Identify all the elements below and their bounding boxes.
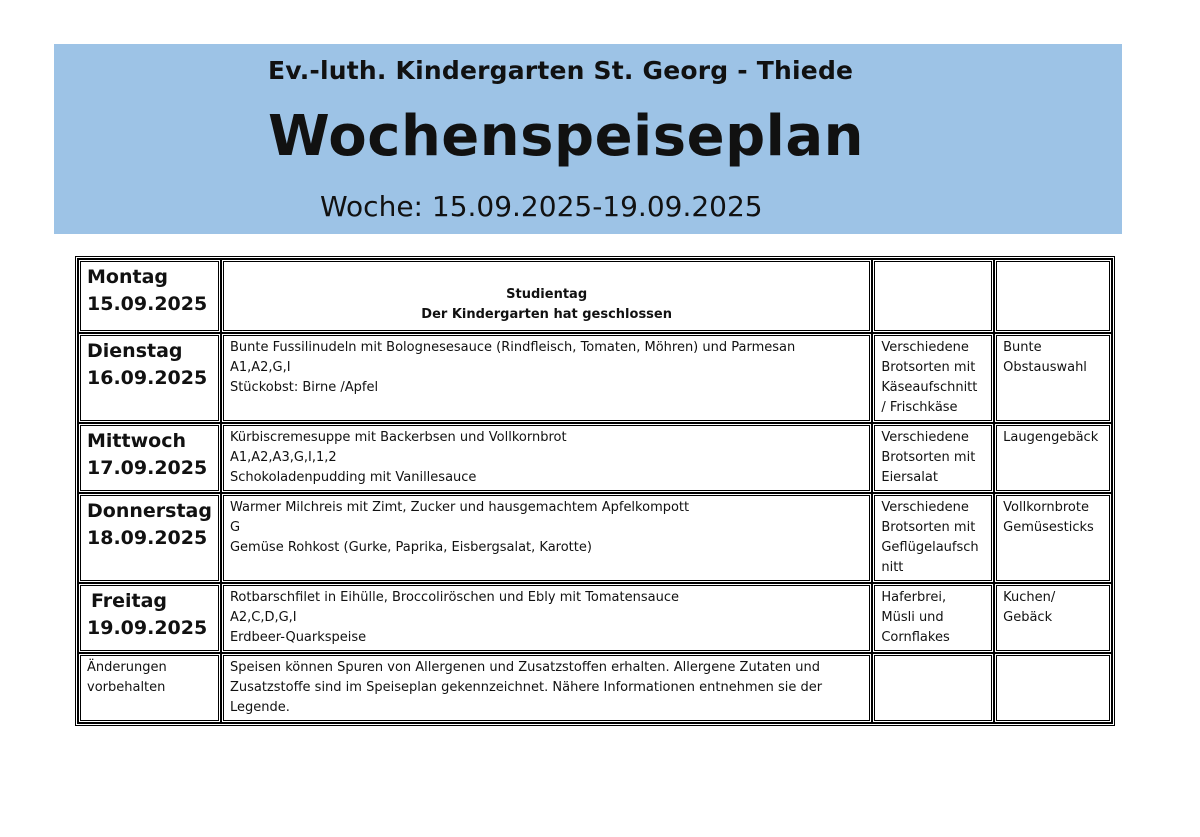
bread-line: Verschiedene	[881, 430, 969, 445]
snack-line: Obstauswahl	[1003, 360, 1087, 375]
bread-cell	[872, 583, 994, 653]
bread-line: Brotsorten mit	[881, 360, 976, 375]
closed-line: Studientag	[506, 287, 588, 302]
allergen-notice-line: Zusatzstoffe sind im Speiseplan gekennzeichnet. Nähere Informationen entnehmen sie der Legende.	[229, 680, 823, 715]
meal-line: Bunte Fussilinudeln mit Bolognesesauce (Rindfleisch, Tomaten, Möhren) und Parmesan	[229, 340, 796, 355]
snack-cell	[994, 259, 1112, 333]
table-row	[78, 423, 1112, 493]
allergen-notice-line: Speisen können Spuren von Allergenen und Zusatzstoffen erhalten. Allergene Zutaten und	[229, 660, 820, 675]
bread-line: / Frischkäse	[881, 400, 958, 415]
meal-line: Erdbeer-Quarkspeise	[229, 630, 367, 645]
bread-line: Brotsorten mit	[881, 450, 976, 465]
header-banner	[54, 44, 1122, 234]
day-name: Mittwoch	[87, 430, 186, 452]
closed-line: Der Kindergarten hat geschlossen	[421, 307, 672, 322]
notice-label-cell	[78, 653, 221, 723]
table-row	[78, 259, 1112, 333]
table-row	[78, 583, 1112, 653]
meal-cell	[221, 583, 872, 653]
week-range: Woche: 15.09.2025-19.09.2025	[320, 190, 763, 223]
bread-cell	[872, 423, 994, 493]
snack-cell	[994, 423, 1112, 493]
bread-cell	[872, 653, 994, 723]
snack-line: Gebäck	[1003, 610, 1053, 625]
snack-cell	[994, 333, 1112, 423]
snack-line: Bunte	[1003, 340, 1042, 355]
snack-cell	[994, 493, 1112, 583]
menu-table	[77, 258, 1113, 724]
meal-line: Schokoladenpudding mit Vanillesauce	[229, 470, 477, 485]
meal-line: Gemüse Rohkost (Gurke, Paprika, Eisbergsalat, Karotte)	[229, 540, 592, 555]
day-cell	[78, 333, 221, 423]
closed-notice	[221, 259, 872, 333]
meal-cell	[221, 423, 872, 493]
meal-cell	[221, 333, 872, 423]
meal-cell	[221, 493, 872, 583]
snack-cell	[994, 583, 1112, 653]
bread-line: Eiersalat	[881, 470, 938, 485]
day-date: 16.09.2025	[87, 367, 208, 389]
day-cell	[78, 423, 221, 493]
day-date: 18.09.2025	[87, 527, 208, 549]
day-date: 15.09.2025	[87, 293, 208, 315]
bread-line: Müsli und	[881, 610, 944, 625]
bread-line: Verschiedene	[881, 500, 969, 515]
bread-line: Verschiedene	[881, 340, 969, 355]
meal-line: Stückobst: Birne /Apfel	[229, 380, 379, 395]
organization-name: Ev.-luth. Kindergarten St. Georg - Thiede	[268, 56, 854, 85]
page-title: Wochenspeiseplan	[268, 104, 864, 169]
meal-line: A1,A2,G,I	[229, 360, 291, 375]
table-row	[78, 333, 1112, 423]
meal-line: A1,A2,A3,G,I,1,2	[229, 450, 337, 465]
allergen-notice	[221, 653, 872, 723]
day-name: Dienstag	[87, 340, 183, 362]
day-cell	[78, 493, 221, 583]
bread-cell	[872, 333, 994, 423]
snack-line: Vollkornbrote	[1003, 500, 1089, 515]
snack-line: Laugengebäck	[1003, 430, 1099, 445]
day-date: 17.09.2025	[87, 457, 208, 479]
notice-label-line: Änderungen	[87, 660, 167, 675]
meal-line: A2,C,D,G,I	[229, 610, 297, 625]
meal-line: G	[229, 520, 241, 535]
bread-line: Cornflakes	[881, 630, 950, 645]
meal-line: Kürbiscremesuppe mit Backerbsen und Vollkornbrot	[229, 430, 567, 445]
notice-label-line: vorbehalten	[87, 680, 166, 695]
day-cell	[78, 583, 221, 653]
meal-line: Warmer Milchreis mit Zimt, Zucker und hausgemachtem Apfelkompott	[229, 500, 690, 515]
day-cell	[78, 259, 221, 333]
bread-line: Geflügelaufsch	[881, 540, 979, 555]
day-name: Montag	[87, 266, 168, 288]
table-row	[78, 493, 1112, 583]
bread-cell	[872, 493, 994, 583]
bread-line: nitt	[881, 560, 904, 575]
snack-line: Kuchen/	[1003, 590, 1056, 605]
bread-line: Brotsorten mit	[881, 520, 976, 535]
bread-line: Käseaufschnitt	[881, 380, 978, 395]
meal-line: Rotbarschfilet in Eihülle, Broccoliröschen und Ebly mit Tomatensauce	[229, 590, 679, 605]
table-row	[78, 653, 1112, 723]
day-name: Donnerstag	[87, 500, 212, 522]
day-date: 19.09.2025	[87, 617, 208, 639]
bread-line: Haferbrei,	[881, 590, 947, 605]
bread-cell	[872, 259, 994, 333]
snack-cell	[994, 653, 1112, 723]
day-name: Freitag	[91, 590, 168, 612]
snack-line: Gemüsesticks	[1003, 520, 1094, 535]
